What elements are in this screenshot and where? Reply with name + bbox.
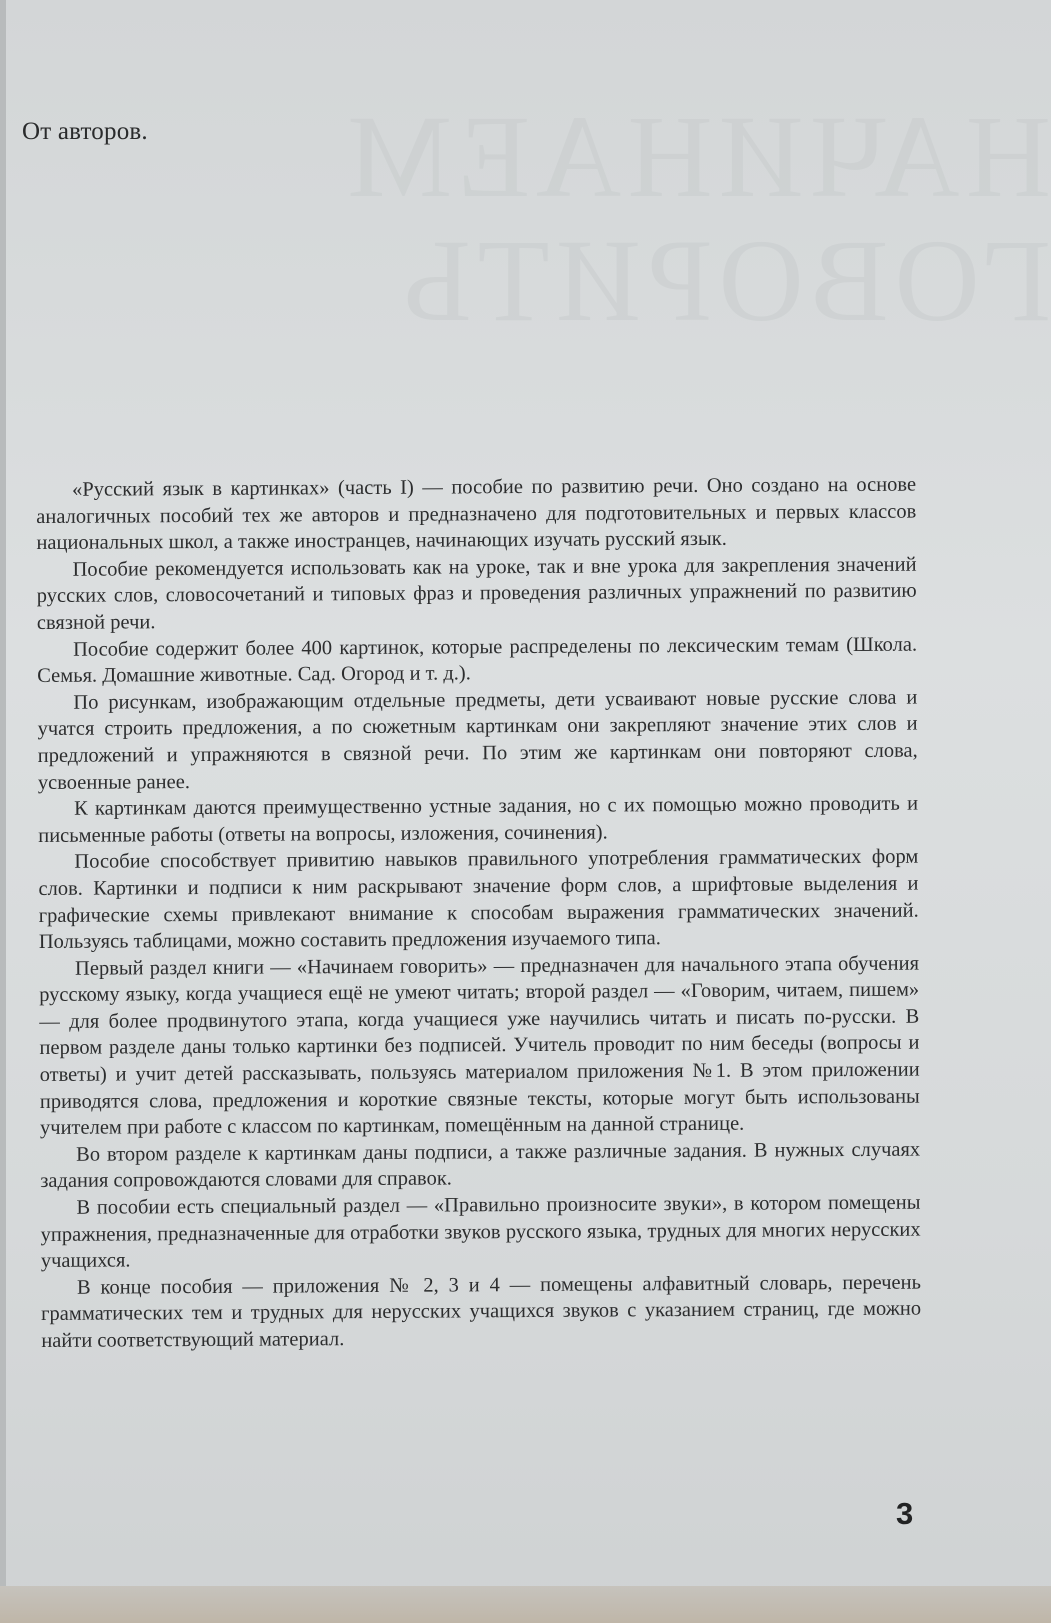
page-number: 3 xyxy=(896,1496,914,1531)
paragraph-8: Во втором разделе к картинкам даны подписи, а также различные задания. В нужных случаях задания сопровождаются словами для справок. xyxy=(40,1138,921,1193)
paragraph-4: По рисункам, изображающим отдельные предметы, дети усваивают новые русские слова и учатся строить предложения, а по сюжетным картинкам они закрепляют значение этих слов и предложений и упражняются в связной речи. По этим же картинкам они повторяют слова, усвоенные ранее. xyxy=(37,686,918,794)
page-binding-edge xyxy=(0,0,6,1623)
paragraph-6: Пособие способствует привитию навыков правильного употребления грамматических форм слов. Картинки и подписи к ним раскрывают значение форм слов, а шрифтовые выделения и графические схемы привлекают внимание к способам выражения грамматических значений. Пользуясь таблицами, можно составить предложения изучаемого типа. xyxy=(38,845,919,954)
paragraph-5: К картинкам даются преимущественно устные задания, но с их помощью можно проводить и письменные работы (ответы на вопросы, изложения, сочинения). xyxy=(38,792,919,847)
table-surface xyxy=(0,1586,1051,1623)
show-through-line-2: ГОВОРИТЬ xyxy=(397,215,1051,346)
show-through-title xyxy=(341,91,1051,346)
paragraph-3: Пособие содержит более 400 картинок, которые распределены по лексическим темам (Школа. Семья. Домашние животные. Сад. Огород и т. д.). xyxy=(37,633,918,688)
section-heading: От авторов. xyxy=(22,118,148,145)
paragraph-1: «Русский язык в картинках» (часть I) — пособие по развитию речи. Оно создано на основе аналогичных пособий тех же авторов и предназначено для подготовительных и первых классов национальных школ, а также иностранцев, начинающих изучать русский язык. xyxy=(36,473,917,555)
paragraph-2: Пособие рекомендуется использовать как на уроке, так и вне урока для закрепления значений русских слов, словосочетаний и типовых фраз и проведения различных упражнений по развитию связной речи. xyxy=(36,553,917,634)
paragraph-10: В конце пособия — приложения № 2, 3 и 4 — помещены алфавитный словарь, перечень грамматических тем и трудных для нерусских учащихся звуков с указанием страниц, где можно найти соответствующий материал. xyxy=(41,1271,922,1352)
paragraph-7: Первый раздел книги — «Начинаем говорить» — предназначен для начального этапа обучения русскому языку, когда учащиеся ещё не умеют читать; второй раздел — «Говорим, читаем, пишем» — для более продвинутого этапа, когда учащиеся уже научились читать и писать по-русски. В первом разделе даны только картинки без подписей. Учитель проводит по ним беседы (вопросы и ответы) и учит детей рассказывать, пользуясь материалом приложения №1. В этом приложении приводятся слова, предложения и короткие связные тексты, которые могут быть использованы учителем при работе с классом по картинкам, помещённым на данной странице. xyxy=(39,952,920,1140)
show-through-line-1: НАЧИНАЕМ xyxy=(341,91,1051,222)
paragraph-9: В пособии есть специальный раздел — «Правильно произносите звуки», в котором помещены упражнения, предназначенные для отработки звуков русского языка, трудных для многих нерусских учащихся. xyxy=(40,1191,921,1273)
preface-body xyxy=(36,472,921,1355)
